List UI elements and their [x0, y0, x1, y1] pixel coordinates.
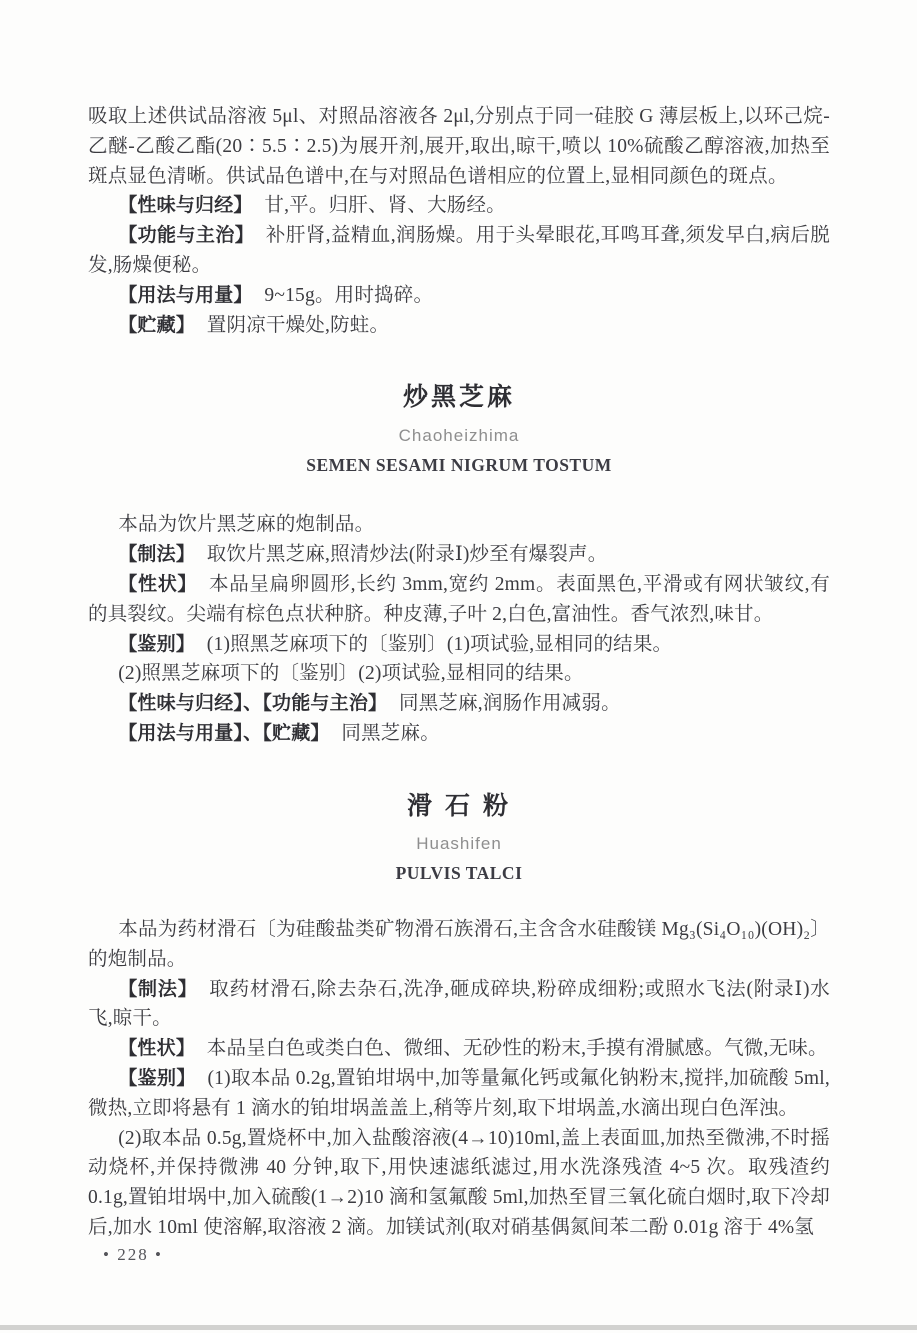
- section-label: 【性味与归经】、【功能与主治】: [118, 693, 388, 715]
- paragraph-text: 置阴凉干燥处,防蛀。: [206, 314, 390, 336]
- page-number: • 228 •: [103, 1244, 163, 1264]
- monograph-paragraph: [88, 975, 830, 1035]
- paragraph-text: 甘,平。归肝、肾、大肠经。: [264, 195, 506, 217]
- monograph-title-pinyin: Chaoheizhima: [398, 425, 520, 445]
- monograph-huashifen: [88, 791, 830, 1243]
- monograph-paragraph: [88, 1064, 830, 1124]
- paragraph-text: (2)取本品 0.5g,置烧杯中,加入盐酸溶液(4→10)10ml,盖上表面皿,加热至微沸,不时摇动烧杯,并保持微沸 40 分钟,取下,用快速滤纸滤过,用水洗涤残渣 4~5 次。取残渣约 0.1g,置铂坩埚中,加入硫酸(1→2)10 滴和氢氟酸 5ml,加热至冒三氧化硫白烟时,取下冷却后,加水 10ml 使溶解,取溶液 2 滴。加镁试剂(取对硝基偶氮间苯二酚 0.01g 溶于 4%氢: [88, 1127, 830, 1238]
- paragraph-text: 取饮片黑芝麻,照清炒法(附录Ⅰ)炒至有爆裂声。: [206, 544, 608, 566]
- paragraph-text: 补肝肾,益精血,润肠燥。用于头晕眼花,耳鸣耳聋,须发早白,病后脱发,肠燥便秘。: [88, 225, 830, 276]
- monograph-continued-heizhima: [88, 102, 830, 340]
- section-label: 【用法与用量】: [118, 284, 253, 306]
- monograph-paragraph: [88, 570, 830, 630]
- paragraph-text: 本品为药材滑石〔为硅酸盐类矿物滑石族滑石,主含含水硅酸镁 Mg₃(Si₄O₁₀)(OH)₂〕的炮制品。: [88, 918, 830, 970]
- scan-edge-artifact: [0, 1325, 917, 1330]
- paragraph-text: 本品呈白色或类白色、微细、无砂性的粉末,手摸有滑腻感。气微,无味。: [206, 1038, 828, 1060]
- paragraph-text: 吸取上述供试品溶液 5μl、对照品溶液各 2μl,分别点于同一硅胶 G 薄层板上,以环己烷-乙醚-乙酸乙酯(20∶5.5∶2.5)为展开剂,展开,取出,晾干,喷以 10%硫酸乙醇溶液,加热至斑点显色清晰。供试品色谱中,在与对照品色谱相应的位置上,显相同颜色的斑点。: [88, 106, 830, 187]
- paragraph-text: 9~15g。用时捣碎。: [264, 284, 434, 306]
- paragraph-text: (2)照黑芝麻项下的〔鉴别〕(2)项试验,显相同的结果。: [118, 663, 584, 685]
- section-label: 【制法】: [118, 544, 196, 566]
- page-footer: [88, 1245, 830, 1265]
- paragraph-text: (1)照黑芝麻项下的〔鉴别〕(1)项试验,显相同的结果。: [206, 633, 673, 655]
- section-label: 【功能与主治】: [118, 225, 255, 247]
- section-label: 【贮藏】: [118, 314, 196, 336]
- section-label: 【用法与用量】、【贮藏】: [118, 723, 330, 745]
- monograph-paragraph: [88, 281, 830, 311]
- monograph-paragraph: [88, 659, 830, 689]
- monograph-paragraph: [88, 719, 830, 749]
- paragraph-text: 本品呈扁卵圆形,长约 3mm,宽约 2mm。表面黑色,平滑或有网状皱纹,有的具裂纹。尖端有棕色点状种脐。种皮薄,子叶 2,白色,富油性。香气浓烈,味甘。: [88, 574, 830, 625]
- section-label: 【性状】: [118, 1038, 196, 1060]
- paragraph-text: (1)取本品 0.2g,置铂坩埚中,加等量氟化钙或氟化钠粉末,搅拌,加硫酸 5ml,微热,立即将悬有 1 滴水的铂坩埚盖盖上,稍等片刻,取下坩埚盖,水滴出现白色浑浊。: [88, 1067, 830, 1119]
- monograph-paragraph: [88, 311, 830, 341]
- monograph-title-latin: SEMEN SESAMI NIGRUM TOSTUM: [306, 454, 612, 475]
- paragraph-text: 本品为饮片黑芝麻的炮制品。: [118, 514, 375, 536]
- section-label: 【鉴别】: [118, 633, 196, 655]
- section-label: 【性状】: [118, 574, 198, 596]
- monograph-paragraph: [88, 915, 830, 975]
- monograph-title-latin: PULVIS TALCI: [395, 863, 523, 884]
- monograph-paragraph: [88, 689, 830, 719]
- monograph-paragraph: [88, 221, 830, 281]
- monograph-paragraph: [88, 191, 830, 221]
- monograph-chaoheizhima: [88, 382, 830, 748]
- section-label: 【鉴别】: [118, 1067, 196, 1089]
- section-label: 【性味与归经】: [118, 195, 253, 217]
- paragraph-text: 同黑芝麻,润肠作用减弱。: [399, 693, 621, 715]
- section-label: 【制法】: [118, 978, 198, 1000]
- monograph-paragraph: [88, 540, 830, 570]
- monograph-title-zh: 炒黑芝麻: [402, 383, 515, 412]
- monograph-paragraph: [88, 630, 830, 660]
- monograph-title-pinyin: Huashifen: [416, 834, 502, 854]
- monograph-paragraph: [88, 1034, 830, 1064]
- monograph-paragraph: [88, 102, 830, 191]
- monograph-paragraph: [88, 510, 830, 540]
- monograph-title-zh: 滑 石 粉: [407, 791, 511, 820]
- monograph-paragraph: [88, 1124, 830, 1243]
- paragraph-text: 取药材滑石,除去杂石,洗净,砸成碎块,粉碎成细粉;或照水飞法(附录Ⅰ)水飞,晾干。: [88, 978, 830, 1030]
- paragraph-text: 同黑芝麻。: [341, 723, 440, 745]
